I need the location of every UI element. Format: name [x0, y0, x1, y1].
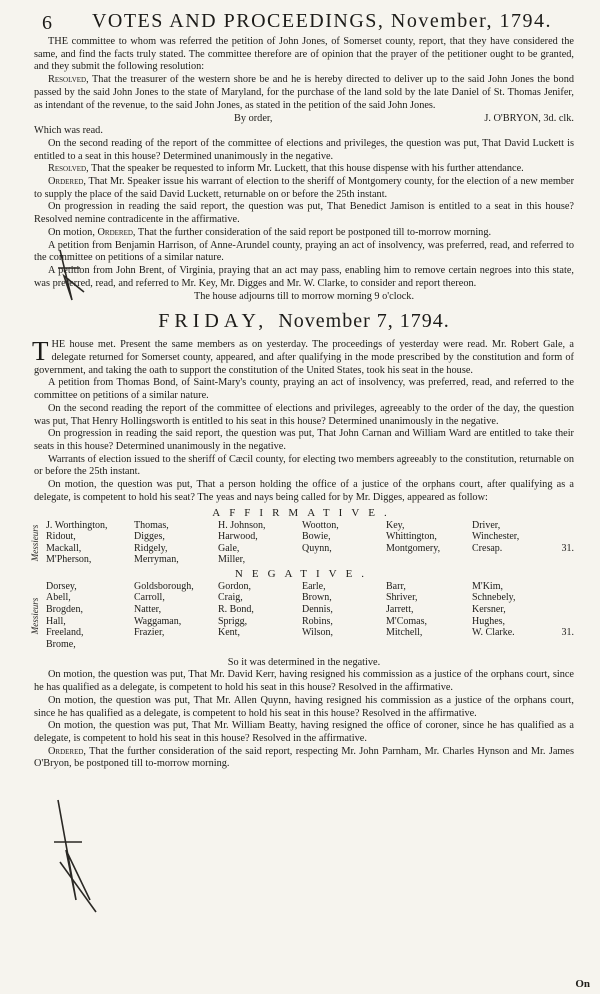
page-number: 6 [42, 12, 52, 34]
negative-column [218, 581, 302, 651]
member-name: J. Worthington, [46, 519, 108, 531]
member-name: H. Johnson, [218, 519, 266, 531]
member-name: Shriver, [386, 592, 418, 604]
day-date: November 7, 1794. [278, 310, 450, 333]
member-name: Hughes, [472, 615, 506, 627]
member-name: Abell, [46, 592, 71, 604]
member-name: Key, [386, 519, 405, 531]
kerr-paragraph: On motion, the question was put, That Mr. David Kerr, having resigned his commission as a justice of the orphans court, since he has qualified as a delegate, is competent to hold his seat in this house? Resolved in the affirmative. [34, 669, 574, 694]
member-name: Frazier, [134, 627, 165, 639]
parnham-text: That the further consideration of the said report, respecting Mr. John Parnham, Mr. Charles Hynson and Mr. James O'Bryon, be postponed till to-morrow morning. [34, 745, 574, 770]
member-name: Ridgely, [134, 542, 168, 554]
ordered-warrant-text: That Mr. Speaker issue his warrant of election to the sheriff of Montgomery county, for the election of a new member to supply the place of the said David Luckett, returnable on or before the 25th instant. [34, 176, 574, 200]
member-name: Mitchell, [386, 627, 423, 639]
negative-column [46, 581, 134, 651]
ordered-lead: Ordered, [48, 745, 87, 757]
member-name: Ridout, [46, 531, 76, 543]
negative-column [302, 581, 386, 651]
day-name: FRIDAY, [158, 310, 269, 333]
house-met-paragraph [32, 336, 574, 377]
member-name: Montgomery, [386, 542, 441, 554]
member-name: Whittington, [386, 531, 437, 543]
member-name: M'Comas, [386, 615, 427, 627]
which-was-read: Which was read. [34, 125, 103, 137]
member-name: Jarrett, [386, 604, 414, 616]
member-name: Cresap. [472, 542, 503, 554]
member-name: Barr, [386, 580, 406, 592]
negative-vote [30, 567, 574, 651]
harrison-petition-paragraph: A petition from Benjamin Harrison, of Anne-Arundel county, praying an act of insolvency, was preferred, read, and referred to the committee on petitions of a similar nature. [34, 239, 574, 264]
member-name: Waggaman, [134, 615, 182, 627]
brent-petition-paragraph: A petition from John Brent, of Virginia, praying that an act may pass, enabling him to remove certain negroes into this state, was preferred, read, and referred to Mr. Key, Mr. Digges and Mr. W. Clarke, to consider and report thereon. [34, 264, 574, 289]
member-name: Wilson, [302, 627, 333, 639]
member-name: Bowie, [302, 531, 331, 543]
affirmative-column [302, 520, 386, 566]
member-name: Brogden, [46, 604, 83, 616]
negative-column [472, 581, 542, 651]
member-name: R. Bond, [218, 604, 254, 616]
affirmative-column [46, 520, 134, 566]
determined-line: So it was determined in the negative. [227, 657, 381, 669]
house-met-text: HE house met. Present the same members as on yesterday. The proceedings of yesterday were read. Mr. Robert Gale, a delegate returned for Somerset county, appeared, and after qualifying in the mode prescribed by the constitution and form of government, and taking the oath to support the constitution of the United States, took his seat in the house. [34, 339, 574, 376]
quynn-paragraph: On motion, the question was put, That Mr. Allen Quynn, having resigned his commission as a justice of the orphans court, since he has qualified as a delegate, is competent to hold his seat in this house? Resolved in the affirmative. [34, 694, 574, 719]
negative-column [134, 581, 218, 651]
affirmative-vote [30, 506, 574, 566]
beatty-paragraph: On motion, the question was put, That Mr. William Beatty, having resigned the office of coroner, since he has qualified as a delegate, is competent to hold his seat in this house? Resolved in the affirmative. [34, 720, 574, 744]
day-heading [34, 310, 574, 333]
luckett-question-paragraph: On the second reading of the report of the committee of elections and privileges, the question was put, That David Luckett is entitled to a seat in this house? Determined unanimously in the negative. [34, 137, 574, 162]
member-name: M'Pherson, [46, 554, 92, 566]
member-name: W. Clarke. [472, 627, 515, 639]
member-name: Carroll, [134, 592, 165, 604]
running-title: VOTES AND PROCEEDINGS, November, 1794. [91, 10, 553, 32]
margin-mark-lower [54, 800, 96, 912]
parnham-paragraph [34, 746, 574, 771]
orphans-court-question-paragraph: On motion, the question was put, That a person holding the office of a justice of the orphans court, after qualifying as a delegate, is competent to hold his seat? The yeas and nays being called for by Mr. Digges, appeared as follow: [34, 479, 574, 503]
member-name: Earle, [302, 580, 326, 592]
messieurs-label: Messieurs [30, 524, 40, 561]
negative-names [30, 580, 574, 651]
messieurs-label: Messieurs [30, 597, 40, 634]
member-name: Wootton, [302, 519, 339, 531]
signature-line [34, 112, 574, 125]
resolved-lead: Resolved, [48, 74, 89, 86]
hollingsworth-paragraph: On the second reading the report of the committee of elections and privileges, agreeably to the order of the day, the question was put, That Henry Hollingsworth is entitled to his seat in this house? Determined unanimously in the negative. [34, 402, 574, 427]
member-name: Gordon, [218, 580, 252, 592]
member-name: Quynn, [302, 542, 332, 554]
ordered-lead: Ordered, [97, 226, 136, 238]
catchword: On [575, 978, 590, 990]
member-name: Kent, [218, 627, 240, 639]
member-name: Mackall, [46, 542, 82, 554]
resolved-treasurer-paragraph [34, 74, 574, 112]
affirmative-column [134, 520, 218, 566]
member-name: Winchester, [472, 531, 520, 543]
affirmative-column [472, 520, 542, 566]
member-name: Schnebely, [472, 592, 516, 604]
affirmative-column [218, 520, 302, 566]
member-name: Driver, [472, 519, 501, 531]
member-name: Brown, [302, 592, 332, 604]
member-name: Merryman, [134, 554, 179, 566]
ordered-warrant-paragraph [34, 176, 574, 201]
member-name: Harwood, [218, 531, 258, 543]
resolved-lead: Resolved, [48, 163, 89, 175]
clerk-signature: J. O'BRYON, 3d. clk. [484, 113, 574, 125]
affirmative-column [386, 520, 472, 566]
resolved-text: That the treasurer of the western shore be and he is hereby directed to deliver up to the said John Jones the bond passed by the said John Jones to the state of Maryland, for the purchase of the land sold by the late Daniel of St. Thomas Jenifer, as intendant of the revenue, to the said John Jones, as stated in the petition of the said John Jones. [34, 74, 575, 111]
resolved-luckett-text: That the speaker be requested to inform Mr. Luckett, that this house dispense with his further attendance. [91, 163, 524, 175]
member-name: Craig, [218, 592, 243, 604]
resolved-luckett-paragraph [34, 163, 574, 176]
member-name: Dorsey, [46, 580, 77, 592]
member-name: Goldsborough, [134, 580, 194, 592]
negative-title: NEGATIVE. [234, 567, 374, 580]
ordered-lead: Ordered, [48, 176, 87, 188]
negative-count: 31. [561, 626, 574, 638]
drop-cap: T [32, 336, 49, 367]
member-name: Miller, [218, 554, 246, 566]
postpone-text: That the further consideration of the said report be postponed till to-morrow morning. [137, 226, 492, 238]
member-name: Dennis, [302, 604, 333, 616]
member-name: Gale, [218, 542, 240, 554]
carnan-ward-paragraph: On progression in reading the said report, the question was put, That John Carnan and William Ward are entitled to take their seats in this house? Determined unanimously in the negative. [34, 428, 574, 452]
member-name: Hall, [46, 615, 66, 627]
member-name: M'Kim, [472, 580, 503, 592]
member-name: Natter, [134, 604, 162, 616]
member-name: Digges, [134, 531, 165, 543]
adjourn-line: The house adjourns till to morrow morning 9 o'clock. [193, 291, 415, 303]
committee-report-paragraph: THE committee to whom was referred the petition of John Jones, of Somerset county, report, that they have considered the same, and find the facts truly stated. The committee therefore are of opinion that the prayer of the petitioner ought to be granted, and they submit the following resolution: [34, 36, 574, 73]
running-head [34, 6, 574, 36]
member-name: Freeland, [46, 627, 84, 639]
member-name: Kersner, [472, 604, 506, 616]
postpone-paragraph [34, 227, 574, 240]
by-order: By order, [234, 113, 273, 125]
member-name: Sprigg, [218, 615, 248, 627]
affirmative-names [30, 519, 574, 566]
jamison-paragraph: On progression in reading the said report, the question was put, That Benedict Jamison is entitled to a seat in this house? Resolved nemine contradicente in the affirmative. [34, 201, 574, 226]
member-name: Brome, [46, 638, 76, 650]
member-name: Robins, [302, 615, 333, 627]
on-motion: On motion, [48, 226, 95, 238]
bond-petition-paragraph: A petition from Thomas Bond, of Saint-Mary's county, praying an act of insolvency, was preferred, read, and referred to the committee on petitions of a similar nature. [34, 377, 574, 402]
warrants-paragraph: Warrants of election issued to the sheriff of Cæcil county, for electing two members agreeably to the constitution, returnable on or before the 25th instant. [34, 453, 574, 478]
affirmative-count: 31. [561, 542, 574, 554]
negative-column [386, 581, 472, 651]
affirmative-title: AFFIRMATIVE. [212, 506, 396, 519]
member-name: Thomas, [134, 519, 169, 531]
